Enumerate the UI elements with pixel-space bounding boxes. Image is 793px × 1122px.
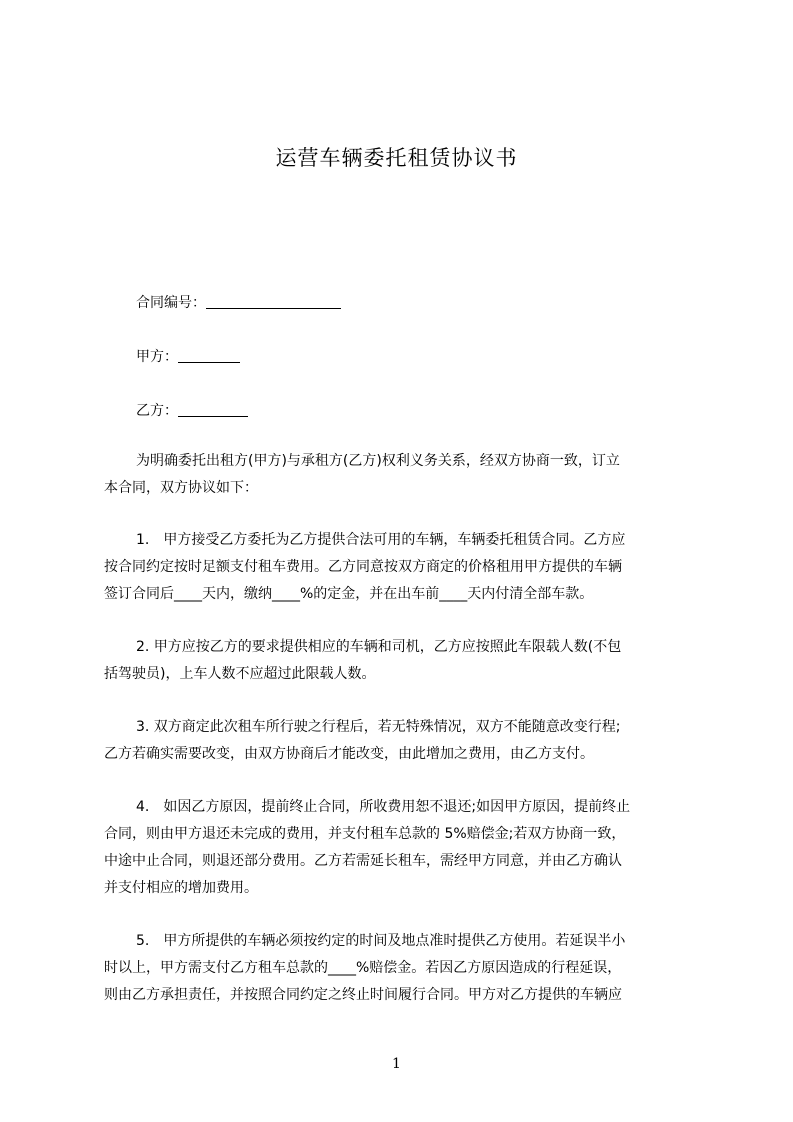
paragraph-line: 括驾驶员)，上车人数不应超过此限载人数。 <box>104 666 376 682</box>
paragraph-line: 并支付相应的增加费用。 <box>104 880 258 896</box>
page-number: 1 <box>392 1056 401 1072</box>
paragraph-line: 本合同，双方协议如下： <box>104 480 258 496</box>
party-a-field <box>136 346 240 366</box>
document-title: 运营车辆委托租赁协议书 <box>275 146 518 170</box>
party-b-field <box>136 400 248 420</box>
clause-1 <box>104 527 694 608</box>
clause-4 <box>104 794 694 902</box>
party-b-label: 乙方： <box>136 403 178 419</box>
paragraph-line: 合同，则由甲方退还未完成的费用，并支付租车总款的 5%赔偿金;若双方协商一致， <box>104 826 626 842</box>
paragraph-line: 按合同约定按时足额支付租车费用。乙方同意按双方商定的价格租用甲方提供的车辆 <box>104 559 622 575</box>
paragraph-line: 4. 如因乙方原因，提前终止合同，所收费用恕不退还;如因甲方原因，提前终止 <box>136 799 631 815</box>
paragraph-line: 2. 甲方应按乙方的要求提供相应的车辆和司机，乙方应按照此车限载人数(不包 <box>136 639 622 655</box>
clause-5 <box>104 928 694 1009</box>
party-b-blank <box>178 402 248 417</box>
contract-number-label: 合同编号： <box>136 295 206 311</box>
intro-paragraph <box>104 448 694 502</box>
party-a-label: 甲方： <box>136 349 178 365</box>
paragraph-line: 3. 双方商定此次租车所行驶之行程后，若无特殊情况，双方不能随意改变行程; <box>136 719 621 735</box>
paragraph-line: 则由乙方承担责任，并按照合同约定之终止时间履行合同。甲方对乙方提供的车辆应 <box>104 987 622 1003</box>
party-a-blank <box>178 348 240 363</box>
clause-3 <box>104 714 694 768</box>
paragraph-line: 5. 甲方所提供的车辆必须按约定的时间及地点准时提供乙方使用。若延误半小 <box>136 933 626 949</box>
contract-number-field <box>136 292 341 312</box>
paragraph-line: 1. 甲方接受乙方委托为乙方提供合法可用的车辆，车辆委托租赁合同。乙方应 <box>136 532 626 548</box>
paragraph-line: 时以上，甲方需支付乙方租车总款的____%赔偿金。若因乙方原因造成的行程延误， <box>104 960 622 976</box>
paragraph-line: 中途中止合同，则退还部分费用。乙方若需延长租车，需经甲方同意，并由乙方确认 <box>104 853 622 869</box>
clause-2 <box>104 634 694 688</box>
paragraph-line: 为明确委托出租方(甲方)与承租方(乙方)权利义务关系，经双方协商一致，订立 <box>136 453 620 469</box>
contract-number-blank <box>206 294 341 309</box>
paragraph-line: 签订合同后____天内，缴纳____%的定金，并在出车前____天内付清全部车款。 <box>104 586 594 602</box>
paragraph-line: 乙方若确实需要改变，由双方协商后才能改变，由此增加之费用，由乙方支付。 <box>104 746 594 762</box>
